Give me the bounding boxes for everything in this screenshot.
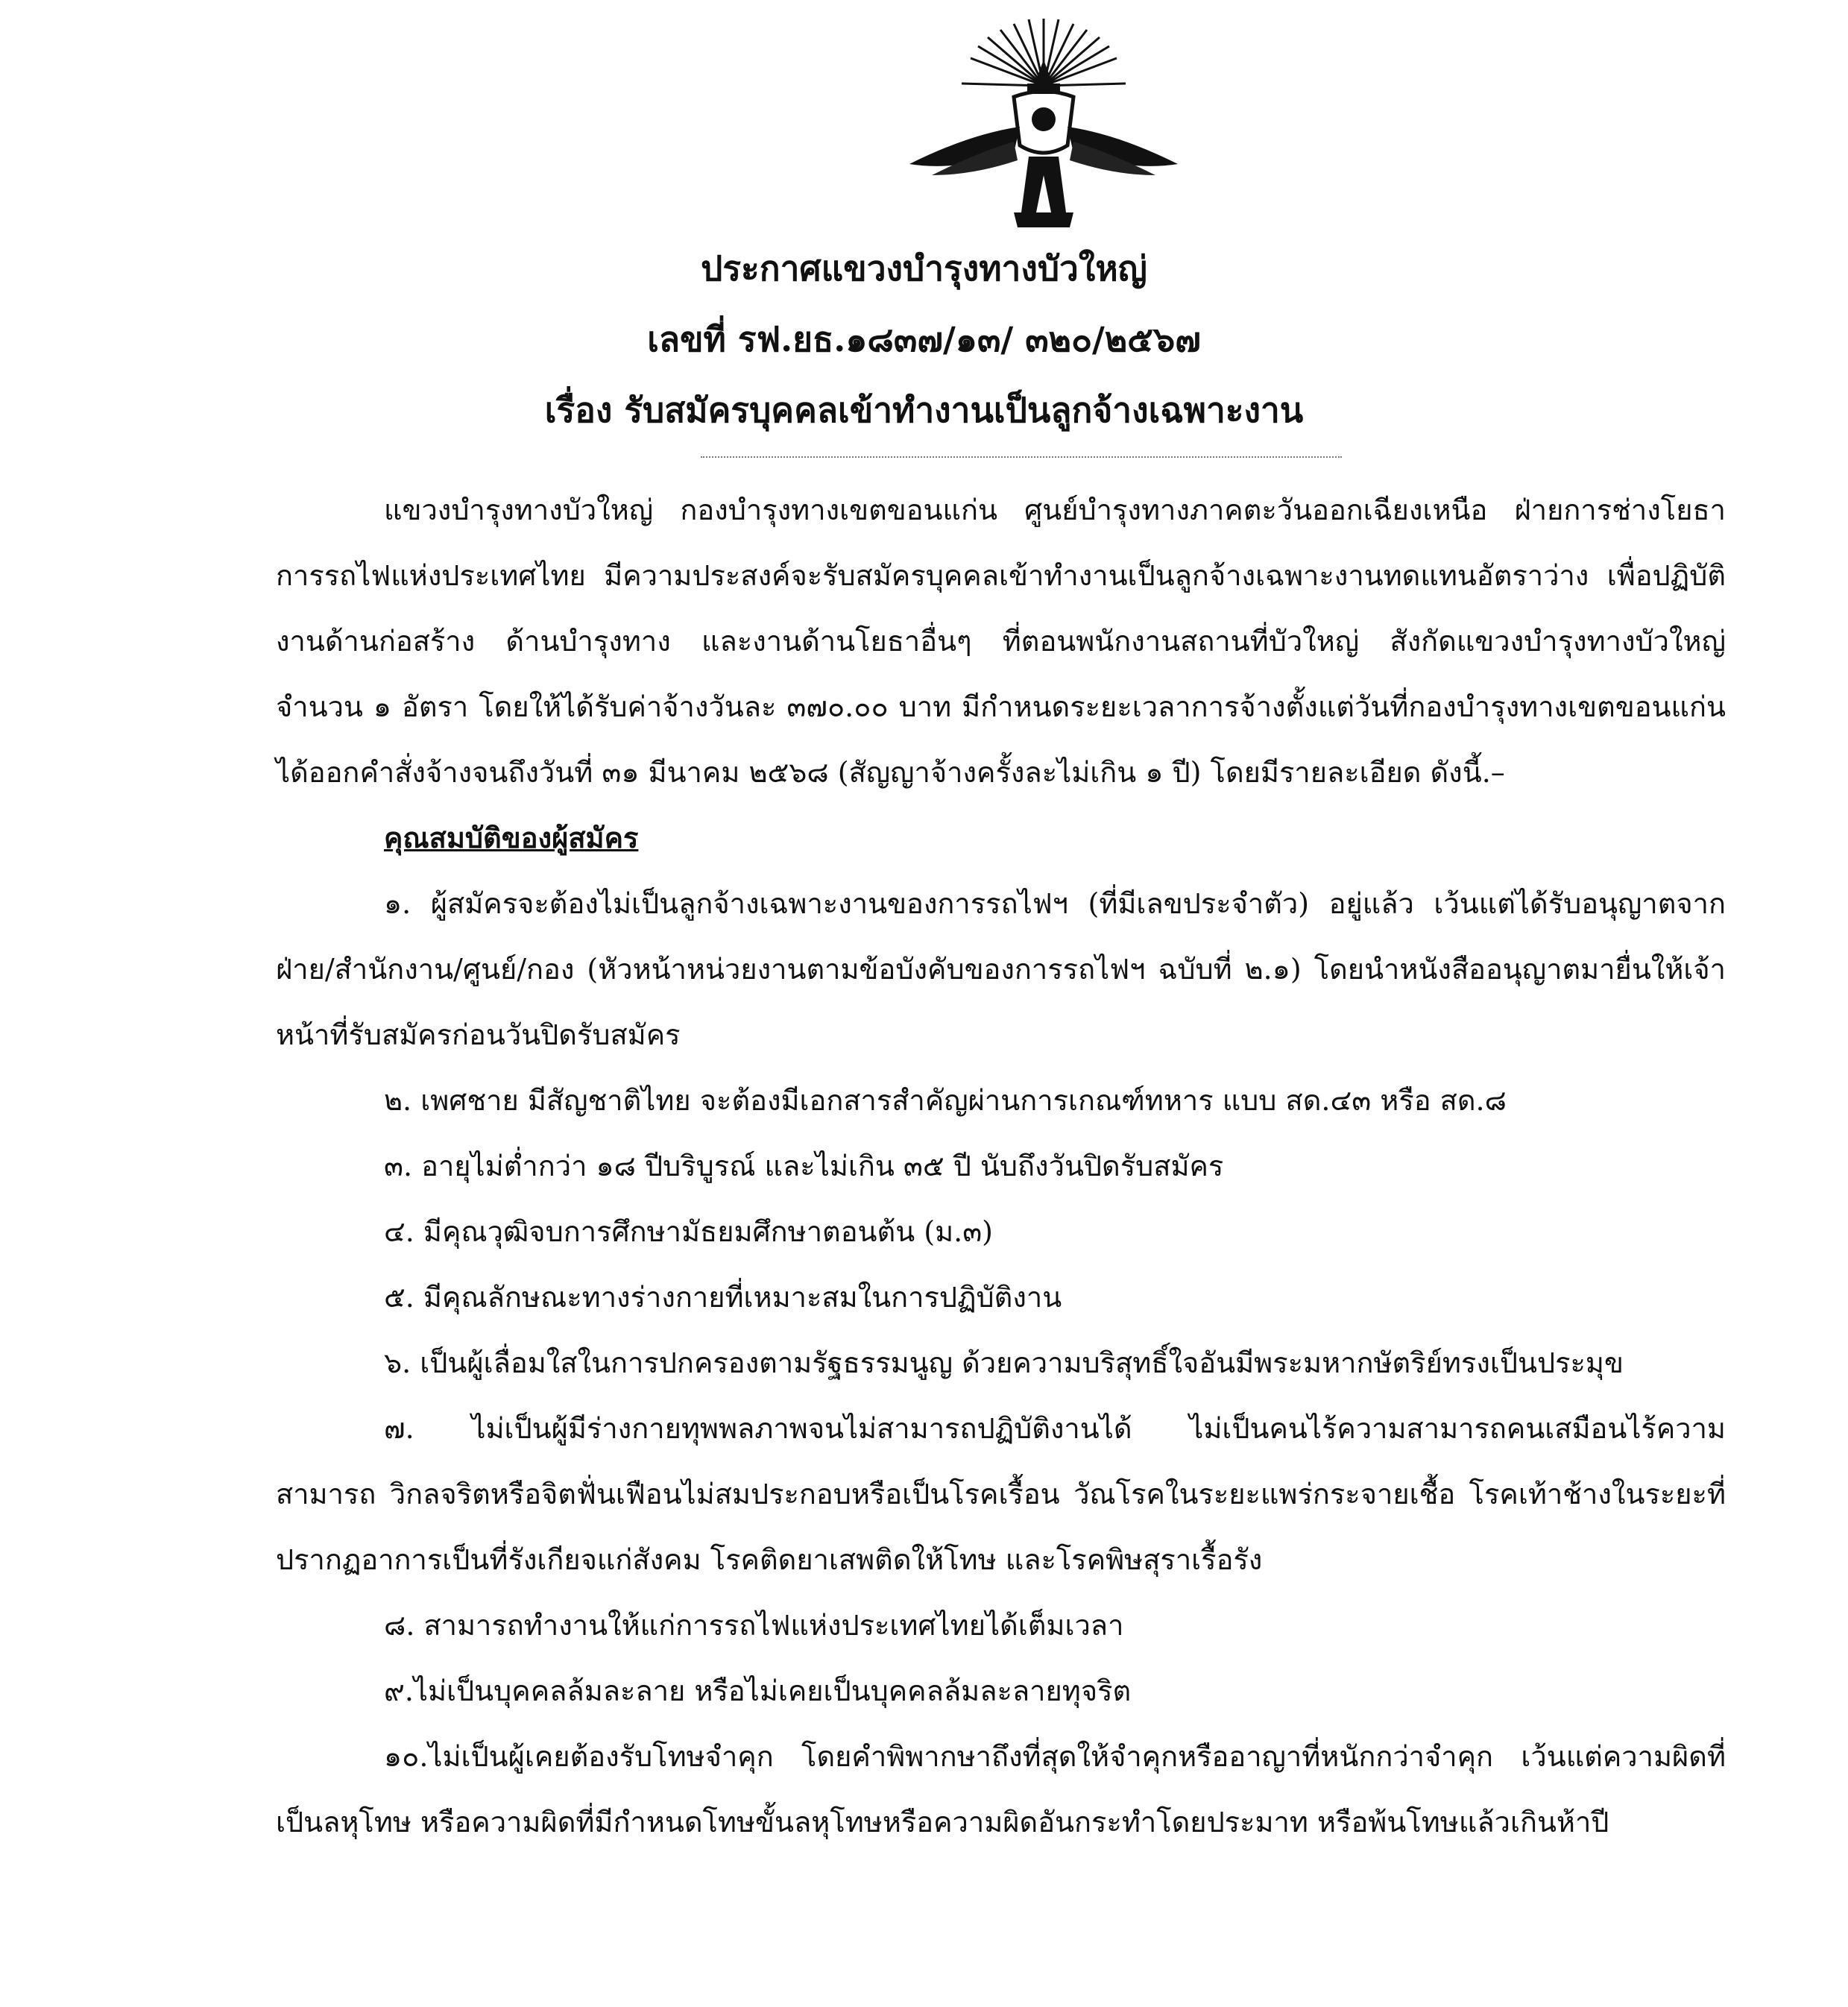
announcement-number: เลขที่ รฟ.ยธ.๑๘๓๗/๑๓/ ๓๒๐/๒๕๖๗ <box>647 319 1201 359</box>
qualification-item-9: ๙.ไม่เป็นบุคคลล้มละลาย หรือไม่เคยเป็นบุคคลล้มละลายทุจริต <box>384 1674 1132 1707</box>
announcement-subject: เรื่อง รับสมัครบุคคลเข้าทำงานเป็นลูกจ้างเฉพาะงาน <box>544 390 1304 430</box>
qualification-item-2: ๒. เพศชาย มีสัญชาติไทย จะต้องมีเอกสารสำคัญผ่านการเกณฑ์ทหาร แบบ สด.๔๓ หรือ สด.๘ <box>384 1084 1507 1117</box>
intro-paragraph: แขวงบำรุงทางบัวใหญ่ กองบำรุงทางเขตขอนแก่น ศูนย์บำรุงทางภาคตะวันออกเฉียงเหนือ ฝ่ายการช่างโยธา การรถไฟแห่งประเทศไทย มีความประสงค์จะรับสมัครบุคคลเข้าทำงานเป็นลูกจ้างเฉพาะงานทดแทนอัตราว่าง เพื่อปฏิบัติงานด้านก่อสร้าง ด้านบำรุงทาง และงานด้านโยธาอื่นๆ ที่ตอนพนักงานสถานที่บัวใหญ่ สังกัดแขวงบำรุงทางบัวใหญ่ จำนวน ๑ อัตรา โดยให้ได้รับค่าจ้างวันละ ๓๗๐.๐๐ บาท มีกำหนดระยะเวลาการจ้างตั้งแต่วันที่กองบำรุงทางเขตขอนแก่นได้ออกคำสั่งจ้างจนถึงวันที่ ๓๑ มีนาคม ๒๕๖๘ (สัญญาจ้างครั้งละไม่เกิน ๑ ปี) โดยมีรายละเอียด ดังนี้.– <box>276 494 1726 789</box>
title-divider <box>701 456 1342 458</box>
announcement-body <box>276 477 1726 1855</box>
qualification-item-7: ๗. ไม่เป็นผู้มีร่างกายทุพพลภาพจนไม่สามารถปฏิบัติงานได้ ไม่เป็นคนไร้ความสามารถคนเสมือนไร้ความสามารถ วิกลจริตหรือจิตฟั่นเฟือนไม่สมประกอบหรือเป็นโรคเรื้อน วัณโรคในระยะแพร่กระจายเชื้อ โรคเท้าช้างในระยะที่ปรากฏอาการเป็นที่รังเกียจแก่สังคม โรคติดยาเสพติดให้โทษ และโรคพิษสุราเรื้อรัง <box>276 1412 1726 1576</box>
qualification-item-6: ๖. เป็นผู้เลื่อมใสในการปกครองตามรัฐธรรมนูญ ด้วยความบริสุทธิ์ใจอันมีพระมหากษัตริย์ทรงเป็นประมุข <box>384 1346 1624 1379</box>
qualification-item-3: ๓. อายุไม่ต่ำกว่า ๑๘ ปีบริบูรณ์ และไม่เกิน ๓๕ ปี นับถึงวันปิดรับสมัคร <box>384 1150 1224 1182</box>
announcement-title: ประกาศแขวงบำรุงทางบัวใหญ่ <box>701 248 1147 289</box>
srt-emblem-icon <box>902 15 1185 239</box>
qualification-item-8: ๘. สามารถทำงานให้แก่การรถไฟแห่งประเทศไทยได้เต็มเวลา <box>384 1609 1124 1642</box>
qualification-item-1: ๑. ผู้สมัครจะต้องไม่เป็นลูกจ้างเฉพาะงานของการรถไฟฯ (ที่มีเลขประจำตัว) อยู่แล้ว เว้นแต่ได้รับอนุญาตจากฝ่าย/สำนักงาน/ศูนย์/กอง (หัวหน้าหน่วยงานตามข้อบังคับของการรถไฟฯ ฉบับที่ ๒.๑) โดยนำหนังสืออนุญาตมายื่นให้เจ้าหน้าที่รับสมัครก่อนวันปิดรับสมัคร <box>276 887 1726 1051</box>
section-title: คุณสมบัติของผู้สมัคร <box>384 821 639 854</box>
qualification-item-4: ๔. มีคุณวุฒิจบการศึกษามัธยมศึกษาตอนต้น (ม.๓) <box>384 1215 993 1248</box>
qualification-item-10: ๑๐.ไม่เป็นผู้เคยต้องรับโทษจำคุก โดยคำพิพากษาถึงที่สุดให้จำคุกหรืออาญาที่หนักกว่าจำคุก เว้นแต่ความผิดที่เป็นลหุโทษ หรือความผิดที่มีกำหนดโทษขั้นลหุโทษหรือความผิดอันกระทำโดยประมาท หรือพ้นโทษแล้วเกินห้าปี <box>276 1740 1726 1839</box>
qualification-item-5: ๕. มีคุณลักษณะทางร่างกายที่เหมาะสมในการปฏิบัติงาน <box>384 1281 1062 1314</box>
